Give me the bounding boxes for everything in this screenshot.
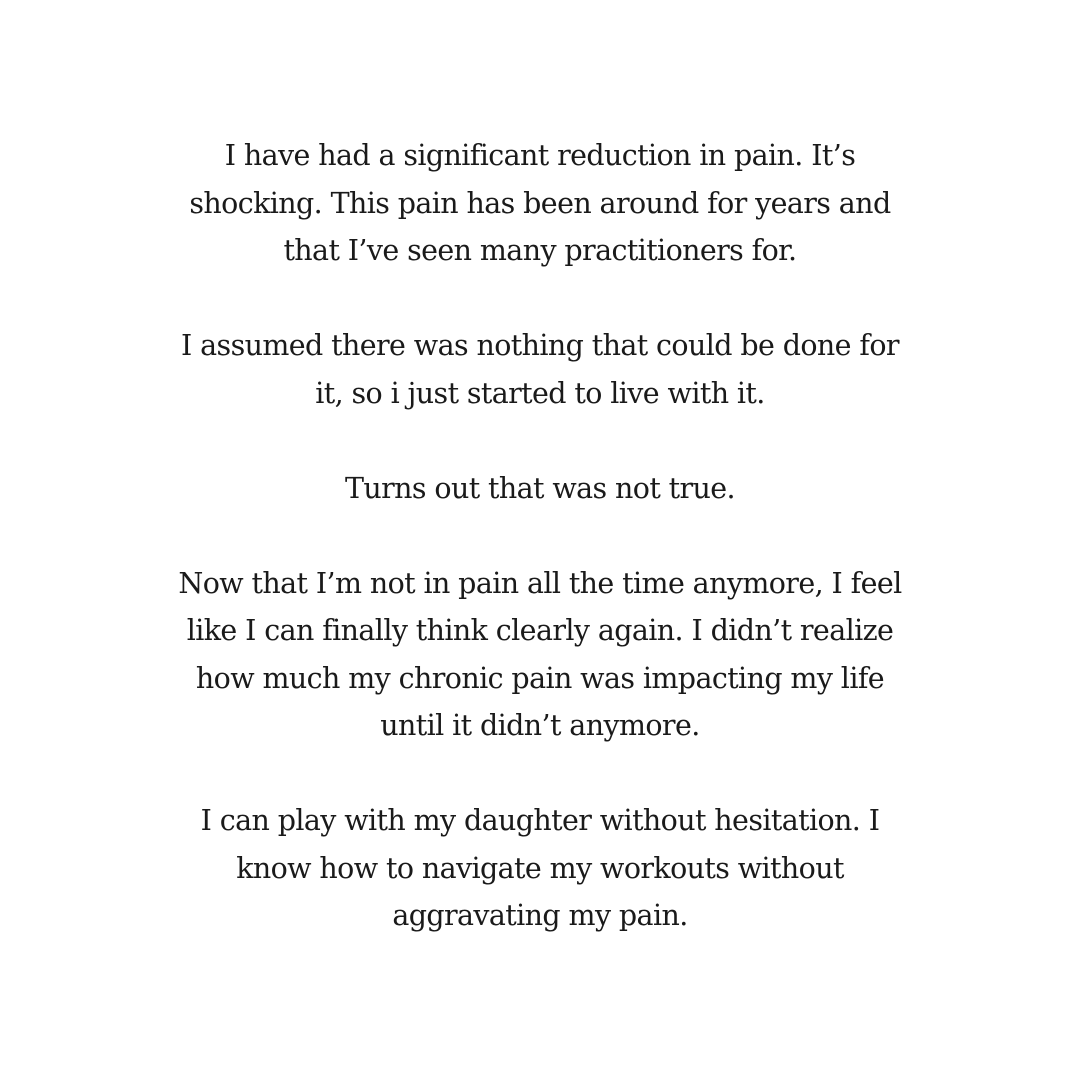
testimonial-line: that I’ve seen many practitioners for. — [283, 234, 797, 267]
testimonial-line: know how to navigate my workouts without — [236, 851, 844, 885]
testimonial-line: shocking. This pain has been around for years and — [189, 186, 891, 220]
testimonial-line: Now that I’m not in pain all the time anymore, I feel — [178, 566, 902, 600]
testimonial-paragraph-3 — [90, 465, 990, 513]
testimonial-line: until it didn’t anymore. — [380, 709, 700, 742]
testimonial-paragraph-1 — [90, 132, 990, 275]
testimonial-paragraph-2 — [90, 322, 990, 417]
testimonial-line: I have had a significant reduction in pain. It’s — [224, 139, 856, 172]
testimonial-paragraph-5 — [90, 797, 990, 940]
testimonial-line: it, so i just started to live with it. — [315, 376, 765, 410]
testimonial-line: how much my chronic pain was impacting my life — [195, 661, 885, 695]
testimonial-line: I can play with my daughter without hesitation. I — [200, 804, 880, 837]
testimonial-line: Turns out that was not true. — [344, 471, 736, 505]
testimonial-text — [90, 132, 990, 940]
testimonial-paragraph-4 — [90, 560, 990, 750]
testimonial-line: I assumed there was nothing that could be done for — [181, 329, 899, 362]
testimonial-line: like I can finally think clearly again. I didn’t realize — [186, 614, 894, 647]
testimonial-line: aggravating my pain. — [392, 899, 688, 932]
